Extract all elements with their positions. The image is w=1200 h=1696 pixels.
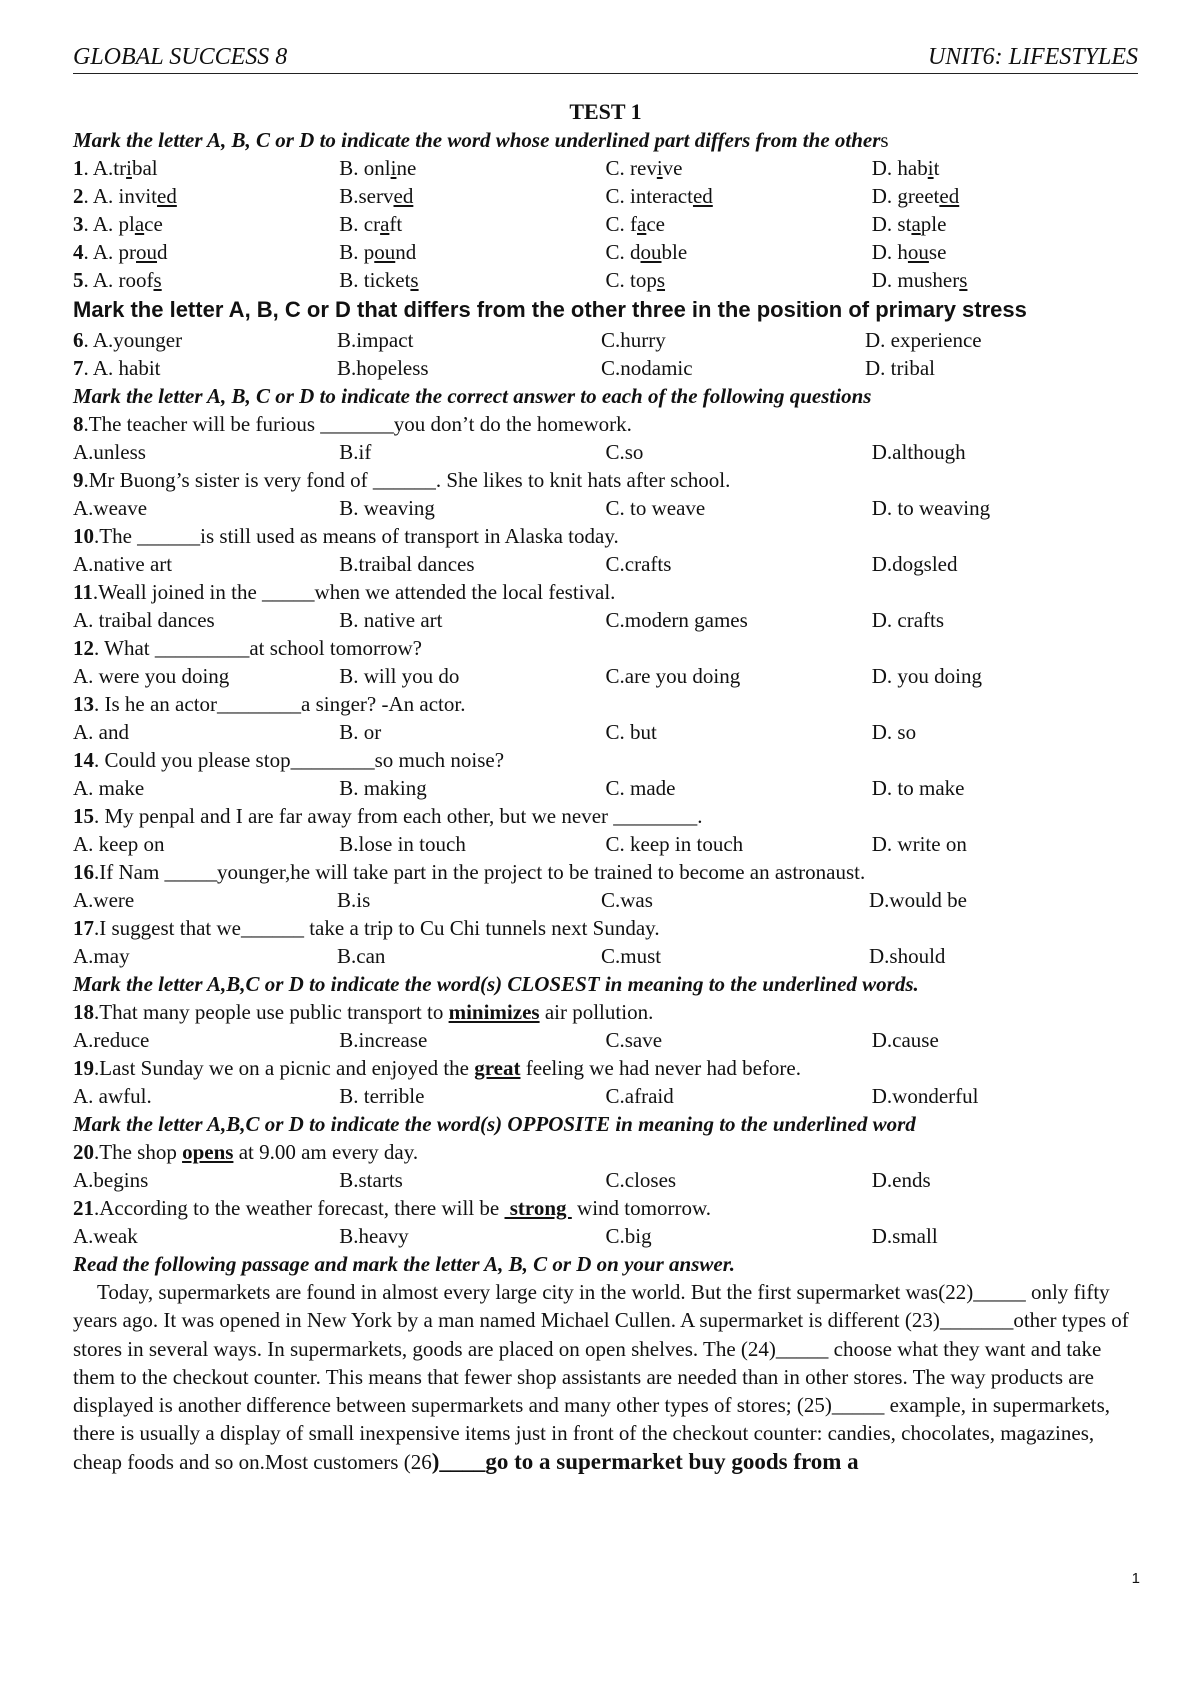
question-10-stem: 10.The ______is still used as means of transport in Alaska today. (73, 524, 619, 548)
question-18-stem: 18.That many people use public transport to minimizes air pollution. (73, 1000, 654, 1024)
question-11-stem: 11.Weall joined in the _____when we attended the local festival. (73, 580, 616, 604)
question-21-stem: 21.According to the weather forecast, there will be strong wind tomorrow. (73, 1196, 712, 1220)
section-4-instruction: Mark the letter A,B,C or D to indicate the word(s) CLOSEST in meaning to the underlined words. (73, 972, 919, 996)
question-18-options: A.reduce B.increase C.save D.cause (73, 1028, 939, 1052)
question-6: 6. A.younger B.impact C.hurry D. experience (73, 328, 982, 352)
question-2: 2. A. invited B.served C. interacted D. greeted (73, 184, 960, 208)
question-13-options: A. and B. or C. but D. so (73, 720, 917, 744)
question-17-options: A.may B.can C.must D.should (73, 944, 946, 968)
question-1: 1. A.tribal B. online C. revive D. habit (73, 156, 940, 180)
question-9-options: A.weave B. weaving C. to weave D. to weaving (73, 496, 991, 520)
question-17-stem: 17.I suggest that we______ take a trip to Cu Chi tunnels next Sunday. (73, 916, 660, 940)
page-number: 1 (1131, 1570, 1140, 1587)
question-7: 7. A. habit B.hopeless C.nodamic D. tribal (73, 356, 935, 380)
worksheet-page (73, 44, 1138, 1476)
question-15-options: A. keep on B.lose in touch C. keep in touch D. write on (73, 832, 967, 856)
question-21-options: A.weak B.heavy C.big D.small (73, 1224, 938, 1248)
question-12-stem: 12. What _________at school tomorrow? (73, 636, 422, 660)
test-title: TEST 1 (569, 99, 642, 124)
section-2-instruction: Mark the letter A, B, C or D that differs from the other three in the position of primary stress (73, 297, 1027, 322)
question-8-stem: 8.The teacher will be furious _______you don’t do the homework. (73, 412, 632, 436)
question-19-options: A. awful. B. terrible C.afraid D.wonderful (73, 1084, 979, 1108)
question-4: 4. A. proud B. pound C. double D. house (73, 240, 947, 264)
section-6-instruction: Read the following passage and mark the letter A, B, C or D on your answer. (73, 1252, 735, 1276)
section-3-instruction: Mark the letter A, B, C or D to indicate the correct answer to each of the following questions (73, 384, 872, 408)
question-13-stem: 13. Is he an actor________a singer? -An actor. (73, 692, 466, 716)
question-12-options: A. were you doing B. will you do C.are you doing D. you doing (73, 664, 982, 688)
section-5-instruction: Mark the letter A,B,C or D to indicate the word(s) OPPOSITE in meaning to the underlined word (73, 1112, 916, 1136)
section-1-instruction: Mark the letter A, B, C or D to indicate the word whose underlined part differs from the others (73, 128, 889, 152)
question-14-stem: 14. Could you please stop________so much noise? (73, 748, 505, 772)
header-right: UNIT6: LIFESTYLES (927, 44, 1138, 70)
question-15-stem: 15. My penpal and I are far away from each other, but we never ________. (73, 804, 703, 828)
question-20-options: A.begins B.starts C.closes D.ends (73, 1168, 931, 1192)
question-20-stem: 20.The shop opens at 9.00 am every day. (73, 1140, 419, 1164)
question-9-stem: 9.Mr Buong’s sister is very fond of ______. She likes to knit hats after school. (73, 468, 731, 492)
question-5: 5. A. roofs B. tickets C. tops D. mushers (73, 268, 968, 292)
question-10-options: A.native art B.traibal dances C.crafts D.dogsled (73, 552, 958, 576)
question-16-stem: 16.If Nam _____younger,he will take part in the project to be trained to become an astronaust. (73, 860, 866, 884)
question-14-options: A. make B. making C. made D. to make (73, 776, 965, 800)
question-8-options: A.unless B.if C.so D.although (73, 440, 966, 464)
reading-passage: Today, supermarkets are found in almost every large city in the world. But the first supermarket was(22)_____ only fifty years ago. It was opened in New York by a man named Michael Cullen. A supermarket is different (23)_______other types of stores in several ways. In supermarkets, goods are placed on open shelves. The (24)_____ choose what they want and take them to the checkout counter. This means that fewer shop assistants are needed than in other stores. The way products are displayed is another difference between supermarkets and many other types of stores; (25)_____ example, in supermarkets, there is usually a display of small inexpensive items just in front of the checkout counter: candies, chocolates, magazines, cheap foods and so on.Most customers (26)____go to a supermarket buy goods from a (73, 1280, 1129, 1474)
question-11-options: A. traibal dances B. native art C.modern games D. crafts (73, 608, 945, 632)
page-header (73, 44, 1138, 74)
question-3: 3. A. place B. craft C. face D. staple (73, 212, 947, 236)
question-19-stem: 19.Last Sunday we on a picnic and enjoyed the great feeling we had never had before. (73, 1056, 801, 1080)
question-16-options: A.were B.is C.was D.would be (73, 888, 967, 912)
header-left: GLOBAL SUCCESS 8 (73, 44, 288, 70)
